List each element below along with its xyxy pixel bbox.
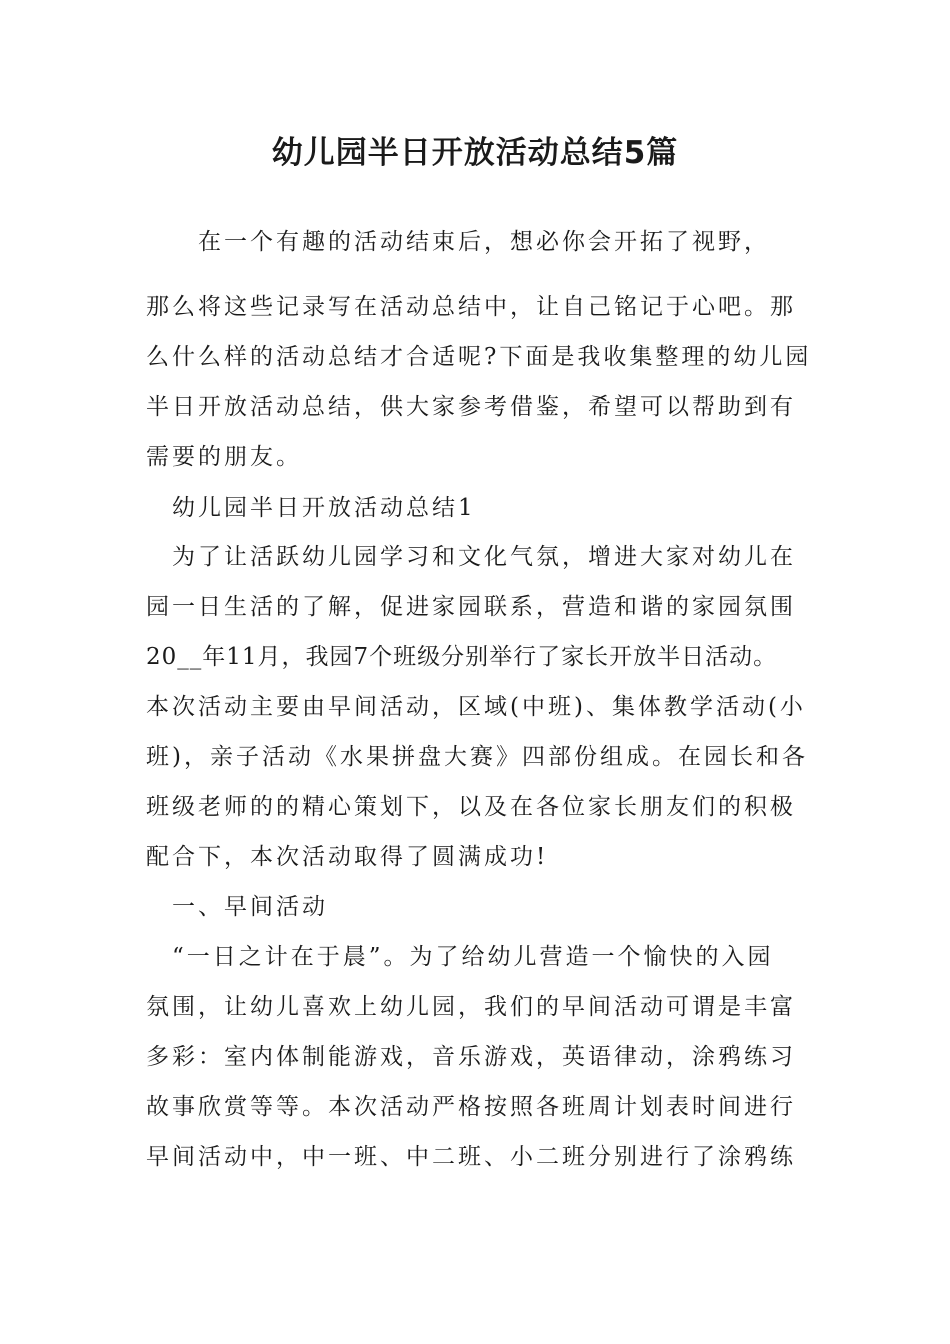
intro-line-2: 那么将这些记录写在活动总结中，让自己铭记于心吧。那: [146, 294, 796, 320]
para2-line-3: 多彩：室内体制能游戏，音乐游戏，英语律动，涂鸦练习: [146, 1044, 796, 1070]
para1-line-4: 本次活动主要由早间活动，区域(中班)、集体教学活动(小: [146, 694, 806, 720]
para1-line-7: 配合下，本次活动取得了圆满成功!: [146, 844, 549, 870]
intro-line-3: 么什么样的活动总结才合适呢?下面是我收集整理的幼儿园: [146, 344, 812, 370]
para2-line-4: 故事欣赏等等。本次活动严格按照各班周计划表时间进行: [146, 1094, 796, 1120]
intro-line-1: 在一个有趣的活动结束后，想必你会开拓了视野，: [146, 229, 770, 255]
para1-line-6: 班级老师的的精心策划下，以及在各位家长朋友们的积极: [146, 794, 796, 820]
para1-line-3: 20__年11月，我园7个班级分别举行了家长开放半日活动。: [146, 644, 778, 670]
section-heading-1: 幼儿园半日开放活动总结1: [172, 495, 476, 521]
para1-line-2: 园一日生活的了解，促进家园联系，营造和谐的家园氛围: [146, 594, 796, 620]
para2-line-1: “一日之计在于晨”。为了给幼儿营造一个愉快的入园: [172, 944, 774, 970]
intro-line-5: 需要的朋友。: [146, 444, 302, 470]
para2-line-2: 氛围，让幼儿喜欢上幼儿园，我们的早间活动可谓是丰富: [146, 994, 796, 1020]
para2-line-5: 早间活动中，中一班、中二班、小二班分别进行了涂鸦练: [146, 1144, 796, 1170]
para1-line-5: 班)，亲子活动《水果拼盘大赛》四部份组成。在园长和各: [146, 744, 808, 770]
subheading-morning-activity: 一、早间活动: [172, 894, 328, 920]
para1-line-1: 为了让活跃幼儿园学习和文化气氛，增进大家对幼儿在: [172, 544, 796, 570]
document-title: 幼儿园半日开放活动总结5篇: [271, 135, 679, 171]
intro-line-4: 半日开放活动总结，供大家参考借鉴，希望可以帮助到有: [146, 394, 796, 420]
